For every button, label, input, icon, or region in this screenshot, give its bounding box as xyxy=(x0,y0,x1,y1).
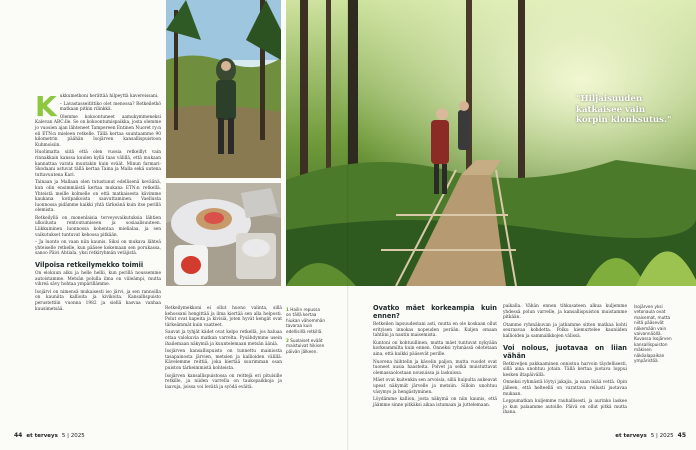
body-paragraph: Löydämme kallion, josta näkymä on niin kaunis, että jäämme sinne pitkäksi aikaa istumaan ja juttelemaan. xyxy=(373,397,499,408)
caption-text: Isojärven yksi vetonaula ovat maisemat, mutta niitä pääsevät näkemään vain vaivannäöllä. Kuvassa Isojärven kansallispuiston mäkisen näköalapaikan ympäristöä. xyxy=(634,304,672,364)
body-paragraph: Retkeilen lapsuudestani asti, mutta en ole koskaan ollut erityisen innokas nopeuden perään. Kuljen omaan tahtiini ja nautin maisemista. xyxy=(373,322,499,339)
issue-number: 5 | 2025 xyxy=(650,433,674,439)
photo-snacks-on-rock xyxy=(166,183,281,286)
photo-caption-side xyxy=(634,304,674,363)
body-paragraph: Sauvat ja tyhjät kädet ovat kelpo retkellä, jos haluaa ottaa valokuvia matkan varrelta. Pysähdymme usein ihailemaan näkymiä ja kuuntelemaan metsän ääniä. xyxy=(165,330,284,347)
article-column-5 xyxy=(503,304,627,418)
body-paragraph: Kuntoni on kohtuullinen, mutta mäet tuntuvat nykyään korkeammilta kuin ennen. Onneksi ryhmässä odotetaan aina, että kaikki pääsevät perille. xyxy=(373,340,499,357)
caption-text: Hailin repussa on tällä kertaa hiukan vähemmän tavaraa kuin edellisillä retkillä. xyxy=(286,307,326,334)
photo-caption-1 xyxy=(286,307,326,334)
section-heading: Vilpoisa retkeilymekko toimii xyxy=(35,261,144,270)
body-paragraph: Isojärven kansallispuisto on tunnettu mainiosta tasapainosta järvien, metsien ja kallioiden välillä. Kävelemme reittiä, joka kiertää suurimman osan puiston tärkeimmistä kohteista. xyxy=(165,349,284,371)
body-paragraph: Otamme ryhmäkuvan ja jatkamme sitten matkaa kohti seuraavaa kohdetta. Polku kiemurtelee kauniiden kallioiden ja sammalikkojen välissä. xyxy=(503,322,629,339)
body-paragraph: Loppumatkan kuljemme rauhallisesti, ja aurinko laskee jo kun palaamme autoille. Päivä on ollut pitkä mutta ihana. xyxy=(503,399,629,416)
body-paragraph: Nuorena hiihtelin ja kävelin paljon, mutta vuodet ovat tuoneet uusia haasteita. Polvet ja selkä muistuttavat olemassaolostaan nousuissa ja laskuissa. xyxy=(373,359,499,376)
article-intro xyxy=(35,90,163,314)
body-paragraph: paikalla. Vähän ennen tihkusateen alkua kuljemme yhdessä polun varrelle, ja kansallispuiston muistamme pitkään. xyxy=(503,304,629,321)
intro-paragraph: – Ja luonto on vaan niin kaunis. Siksi on mukava lähteä yhteiselle retkelle, kun pääsee kokemaan sen porukassa, sanoo Päivi Ahtiala, yksi retkiryhmän vetäjistä. xyxy=(35,240,163,257)
section-heading: Voi nolous, juotavaa on liian vähän xyxy=(503,343,627,360)
intro-paragraph: Retkeilyllä on monenlaisia terveysvaikutuksia lähtien ulkoilusta rentoutumiseen ja sosiaalisuuteen. Liikkuminen luonnossa kohentaa mielialaa, ja sen vaikutukset tuntuvat kehossa pitkään. xyxy=(35,215,163,238)
caption-text: Suolaiset eväät maistuivat hikisen päivän jälkeen. xyxy=(286,338,325,354)
dropcap-letter: K xyxy=(35,90,57,123)
caption-marker: 2 xyxy=(286,338,289,343)
page-number: 44 xyxy=(14,432,23,439)
intro-paragraph: Tainaan ja Mallaan olen tutustunut edellisenä keväänä, kun olin ensimmäistä kertaa mukana ETN:n retkellä. Yhteistä meille kolmelle on että matkaisesta kävimme kaukana kotipaikoista saavuttaminen. Vaellusta luonnossa pidämme kaikki yhtä tärkeänä kuin itse perillä olemista. xyxy=(35,180,163,214)
section-heading: Ovatko mäet korkeampia kuin ennen? xyxy=(373,304,497,320)
intro-paragraph: ukkumetkoni herättää hilpeyttä kavereissani. xyxy=(59,94,159,99)
body-paragraph: Retkiveljen pakkaaminen onnistuu harvoin täydellisesti, sillä aina unohtuu jotain. Tällä kertaa juotava loppui kesken iltapäivällä. xyxy=(503,361,629,378)
article-column-4 xyxy=(373,304,497,410)
pull-quote: "Hiljaisuuden katkaisee vain korpin klonksutus." xyxy=(576,94,672,125)
article-column-2 xyxy=(165,306,282,392)
magazine-name: et terveys xyxy=(26,433,58,439)
body-paragraph: Retkeilymekkoni ei ollut huono valinta, sillä kehossani hengittää ja ilma kiertää sen alla helposti. Polut ovat kapeita ja kivisiä, joten hyvät kengät ovat tärkeämmät kuin vaatteet. xyxy=(165,306,284,328)
page-gutter xyxy=(347,0,349,450)
photo-caption-2 xyxy=(286,338,326,354)
body-paragraph: On elokuun alku ja helle hellii, kun perillä noussemme autoistamme. Metsän polulla ilma on viileämpi, mutta vihreä sävy hohtaa ympärillämme. xyxy=(35,271,163,288)
caption-marker: 1 xyxy=(286,307,289,312)
right-page-footer xyxy=(615,432,686,439)
body-paragraph: Isojärvi on nimensä mukaisesti iso järvi, ja sen rannoilla on kauniita kallioita ja kivikoita. Kansallispuisto perustettiin vuonna 1982 ja siellä kasvaa vanhaa kuusimetsää. xyxy=(35,289,163,312)
body-paragraph: Mäet ovat kuitenkin sen arvoisia, sillä huipulta aukeavat upeat näkymät järvelle ja metsiin. Silloin unohtuu väsymys ja hengästyminen. xyxy=(373,378,499,395)
intro-paragraph: Huolimatta siitä että olen vuosia retkeillyt vain rinnakkain kanssa kuulen kyllä taas välillä, että mukaan kannattaa varata muutakin kuin eväät. Minun farmari-Skodaani astuvat tällä kertaa Taina ja Malla sekä uutena tuttavuutena Kari. xyxy=(35,150,163,178)
intro-paragraph: – Lavastasseitittiko olet menossa? Retkeiletkö matkaan pitkin rilinkkä. xyxy=(59,101,163,113)
page-number: 45 xyxy=(677,432,686,439)
body-paragraph: Onneksi ryhmästä löytyi jakajia, ja saan lisää vettä. Opin jälleen, että helteellä on varattava reilusti juotavaa mukaan. xyxy=(503,380,629,397)
magazine-name: et terveys xyxy=(615,433,647,439)
intro-paragraph: Olemme kokoontuneet aamukymmeneksi Kalevan ABC:lle. Se on kokoontumispaikka, josta olemme jo vuosien ajan lähteneet Tampereen Entinen Nuoret ry:n eli ETN:n mieleen retkelle. Tällä kertaa suuntaamme 90 kilometrin päähän Isojärven kansallispuistoon Kuhmoisiin. xyxy=(35,114,163,148)
left-page-footer xyxy=(14,432,85,439)
body-paragraph: Isojärven kansallispuistossa on reittejä eri pituisille retkille, ja niiden varrella on taukopaikkoja ja laavuja, joissa voi levätä ja syödä eväitä. xyxy=(165,373,284,390)
photo-hiker-on-trail xyxy=(166,0,281,178)
issue-number: 5 | 2025 xyxy=(61,433,85,439)
